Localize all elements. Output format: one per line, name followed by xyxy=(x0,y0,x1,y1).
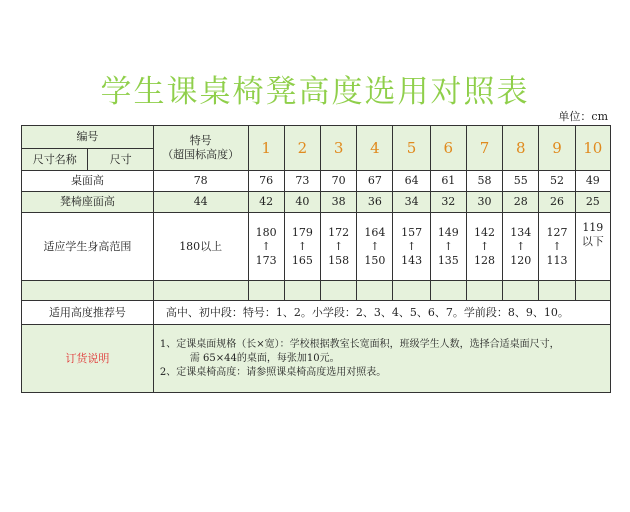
header-tehao-line1: 特号 xyxy=(189,134,212,147)
header-chicun-mingcheng: 尺寸名称 xyxy=(22,149,88,171)
order-note-line1: 1、定课桌面规格（长×宽）：学校根据教室长宽面积，班级学生人数，选择合适桌面尺寸， xyxy=(159,338,560,350)
order-notes xyxy=(153,325,610,393)
height-range-top: 127 xyxy=(546,225,568,239)
row-label-seat: 凳椅座面高 xyxy=(22,192,154,213)
arrow-up-icon: ↑ xyxy=(479,239,490,253)
height-range-bottom: 135 xyxy=(437,253,459,267)
empty-cell xyxy=(153,281,248,301)
seat-value: 30 xyxy=(466,192,502,213)
row-label-desk: 桌面高 xyxy=(22,171,154,192)
height-range-last-line2: 以下 xyxy=(581,235,604,248)
size-table xyxy=(21,125,611,393)
height-range-cell xyxy=(430,213,466,281)
height-range-bottom: 165 xyxy=(291,253,313,267)
seat-value: 36 xyxy=(357,192,393,213)
empty-cell xyxy=(248,281,284,301)
desk-value: 52 xyxy=(539,171,575,192)
header-number: 5 xyxy=(393,126,430,171)
order-note-line3: 2、定课桌椅高度：请参照课桌椅高度选用对照表。 xyxy=(159,366,387,378)
height-range-bottom: 143 xyxy=(401,253,423,267)
desk-value: 49 xyxy=(575,171,610,192)
seat-value: 25 xyxy=(575,192,610,213)
height-range-top: 179 xyxy=(291,225,313,239)
empty-cell xyxy=(539,281,575,301)
empty-cell xyxy=(284,281,320,301)
seat-value: 42 xyxy=(248,192,284,213)
arrow-up-icon: ↑ xyxy=(406,239,417,253)
header-number: 4 xyxy=(357,126,393,171)
header-tehao xyxy=(153,126,248,171)
header-number: 8 xyxy=(503,126,539,171)
height-range-top: 172 xyxy=(328,225,350,239)
height-range-top: 157 xyxy=(401,225,423,239)
unit-label: 单位：cm xyxy=(558,110,608,123)
seat-value: 40 xyxy=(284,192,320,213)
height-range-cell xyxy=(503,213,539,281)
desk-value: 61 xyxy=(430,171,466,192)
arrow-up-icon: ↑ xyxy=(516,239,526,253)
height-range-bottom: 173 xyxy=(255,253,277,267)
empty-cell xyxy=(320,281,356,301)
height-range-cell xyxy=(248,213,284,281)
height-range-bottom: 128 xyxy=(474,253,496,267)
seat-special: 44 xyxy=(153,192,248,213)
empty-cell xyxy=(22,281,154,301)
empty-cell xyxy=(503,281,539,301)
page-title: 学生课桌椅凳高度选用对照表 xyxy=(100,74,530,110)
header-number: 9 xyxy=(539,126,575,171)
header-number: 2 xyxy=(284,126,320,171)
desk-value: 67 xyxy=(357,171,393,192)
seat-value: 34 xyxy=(393,192,430,213)
height-range-cell xyxy=(284,213,320,281)
empty-cell xyxy=(575,281,610,301)
height-range-last-line1: 119 xyxy=(582,221,604,234)
row-label-recommend: 适用高度推荐号 xyxy=(22,301,154,325)
order-note-line2: 需 65×44的桌面，每张加10元。 xyxy=(189,352,340,364)
arrow-up-icon: ↑ xyxy=(261,239,271,253)
height-range-bottom: 158 xyxy=(328,253,350,267)
height-range-cell xyxy=(357,213,393,281)
seat-value: 28 xyxy=(503,192,539,213)
height-range-bottom: 120 xyxy=(510,253,532,267)
header-chicun: 尺寸 xyxy=(88,149,153,171)
arrow-up-icon: ↑ xyxy=(333,239,344,253)
height-range-bottom: 150 xyxy=(364,253,386,267)
arrow-up-icon: ↑ xyxy=(297,239,307,253)
seat-value: 26 xyxy=(539,192,575,213)
desk-special: 78 xyxy=(153,171,248,192)
desk-value: 73 xyxy=(284,171,320,192)
height-range-top: 164 xyxy=(364,225,386,239)
height-range-cell xyxy=(466,213,502,281)
height-range-top: 134 xyxy=(510,225,532,239)
header-biaohao: 编号 xyxy=(22,126,154,149)
row-label-height: 适应学生身高范围 xyxy=(22,213,154,281)
height-range-top: 180 xyxy=(255,225,277,239)
height-range-cell xyxy=(393,213,430,281)
empty-cell xyxy=(393,281,430,301)
desk-value: 55 xyxy=(503,171,539,192)
header-tehao-line2: （超国标高度） xyxy=(162,148,240,161)
empty-cell xyxy=(466,281,502,301)
height-range-cell xyxy=(320,213,356,281)
desk-value: 70 xyxy=(320,171,356,192)
desk-value: 76 xyxy=(248,171,284,192)
desk-value: 64 xyxy=(393,171,430,192)
empty-cell xyxy=(430,281,466,301)
desk-value: 58 xyxy=(466,171,502,192)
height-range-cell-last xyxy=(575,213,610,281)
header-number: 1 xyxy=(248,126,284,171)
seat-value: 32 xyxy=(430,192,466,213)
arrow-up-icon: ↑ xyxy=(552,239,562,253)
empty-cell xyxy=(357,281,393,301)
header-number: 10 xyxy=(575,126,610,171)
height-range-cell xyxy=(539,213,575,281)
height-range-top: 149 xyxy=(437,225,459,239)
recommend-text: 高中、初中段：特号：1、2。小学段：2、3、4、5、6、7。学前段：8、9、10。 xyxy=(153,301,610,325)
height-range-top: 142 xyxy=(474,225,496,239)
row-label-order: 订货说明 xyxy=(22,325,154,393)
arrow-up-icon: ↑ xyxy=(370,239,380,253)
header-number: 7 xyxy=(466,126,502,171)
seat-value: 38 xyxy=(320,192,356,213)
header-number: 3 xyxy=(320,126,356,171)
arrow-up-icon: ↑ xyxy=(443,239,453,253)
height-special: 180以上 xyxy=(153,213,248,281)
header-number: 6 xyxy=(430,126,466,171)
height-range-bottom: 113 xyxy=(546,253,568,267)
